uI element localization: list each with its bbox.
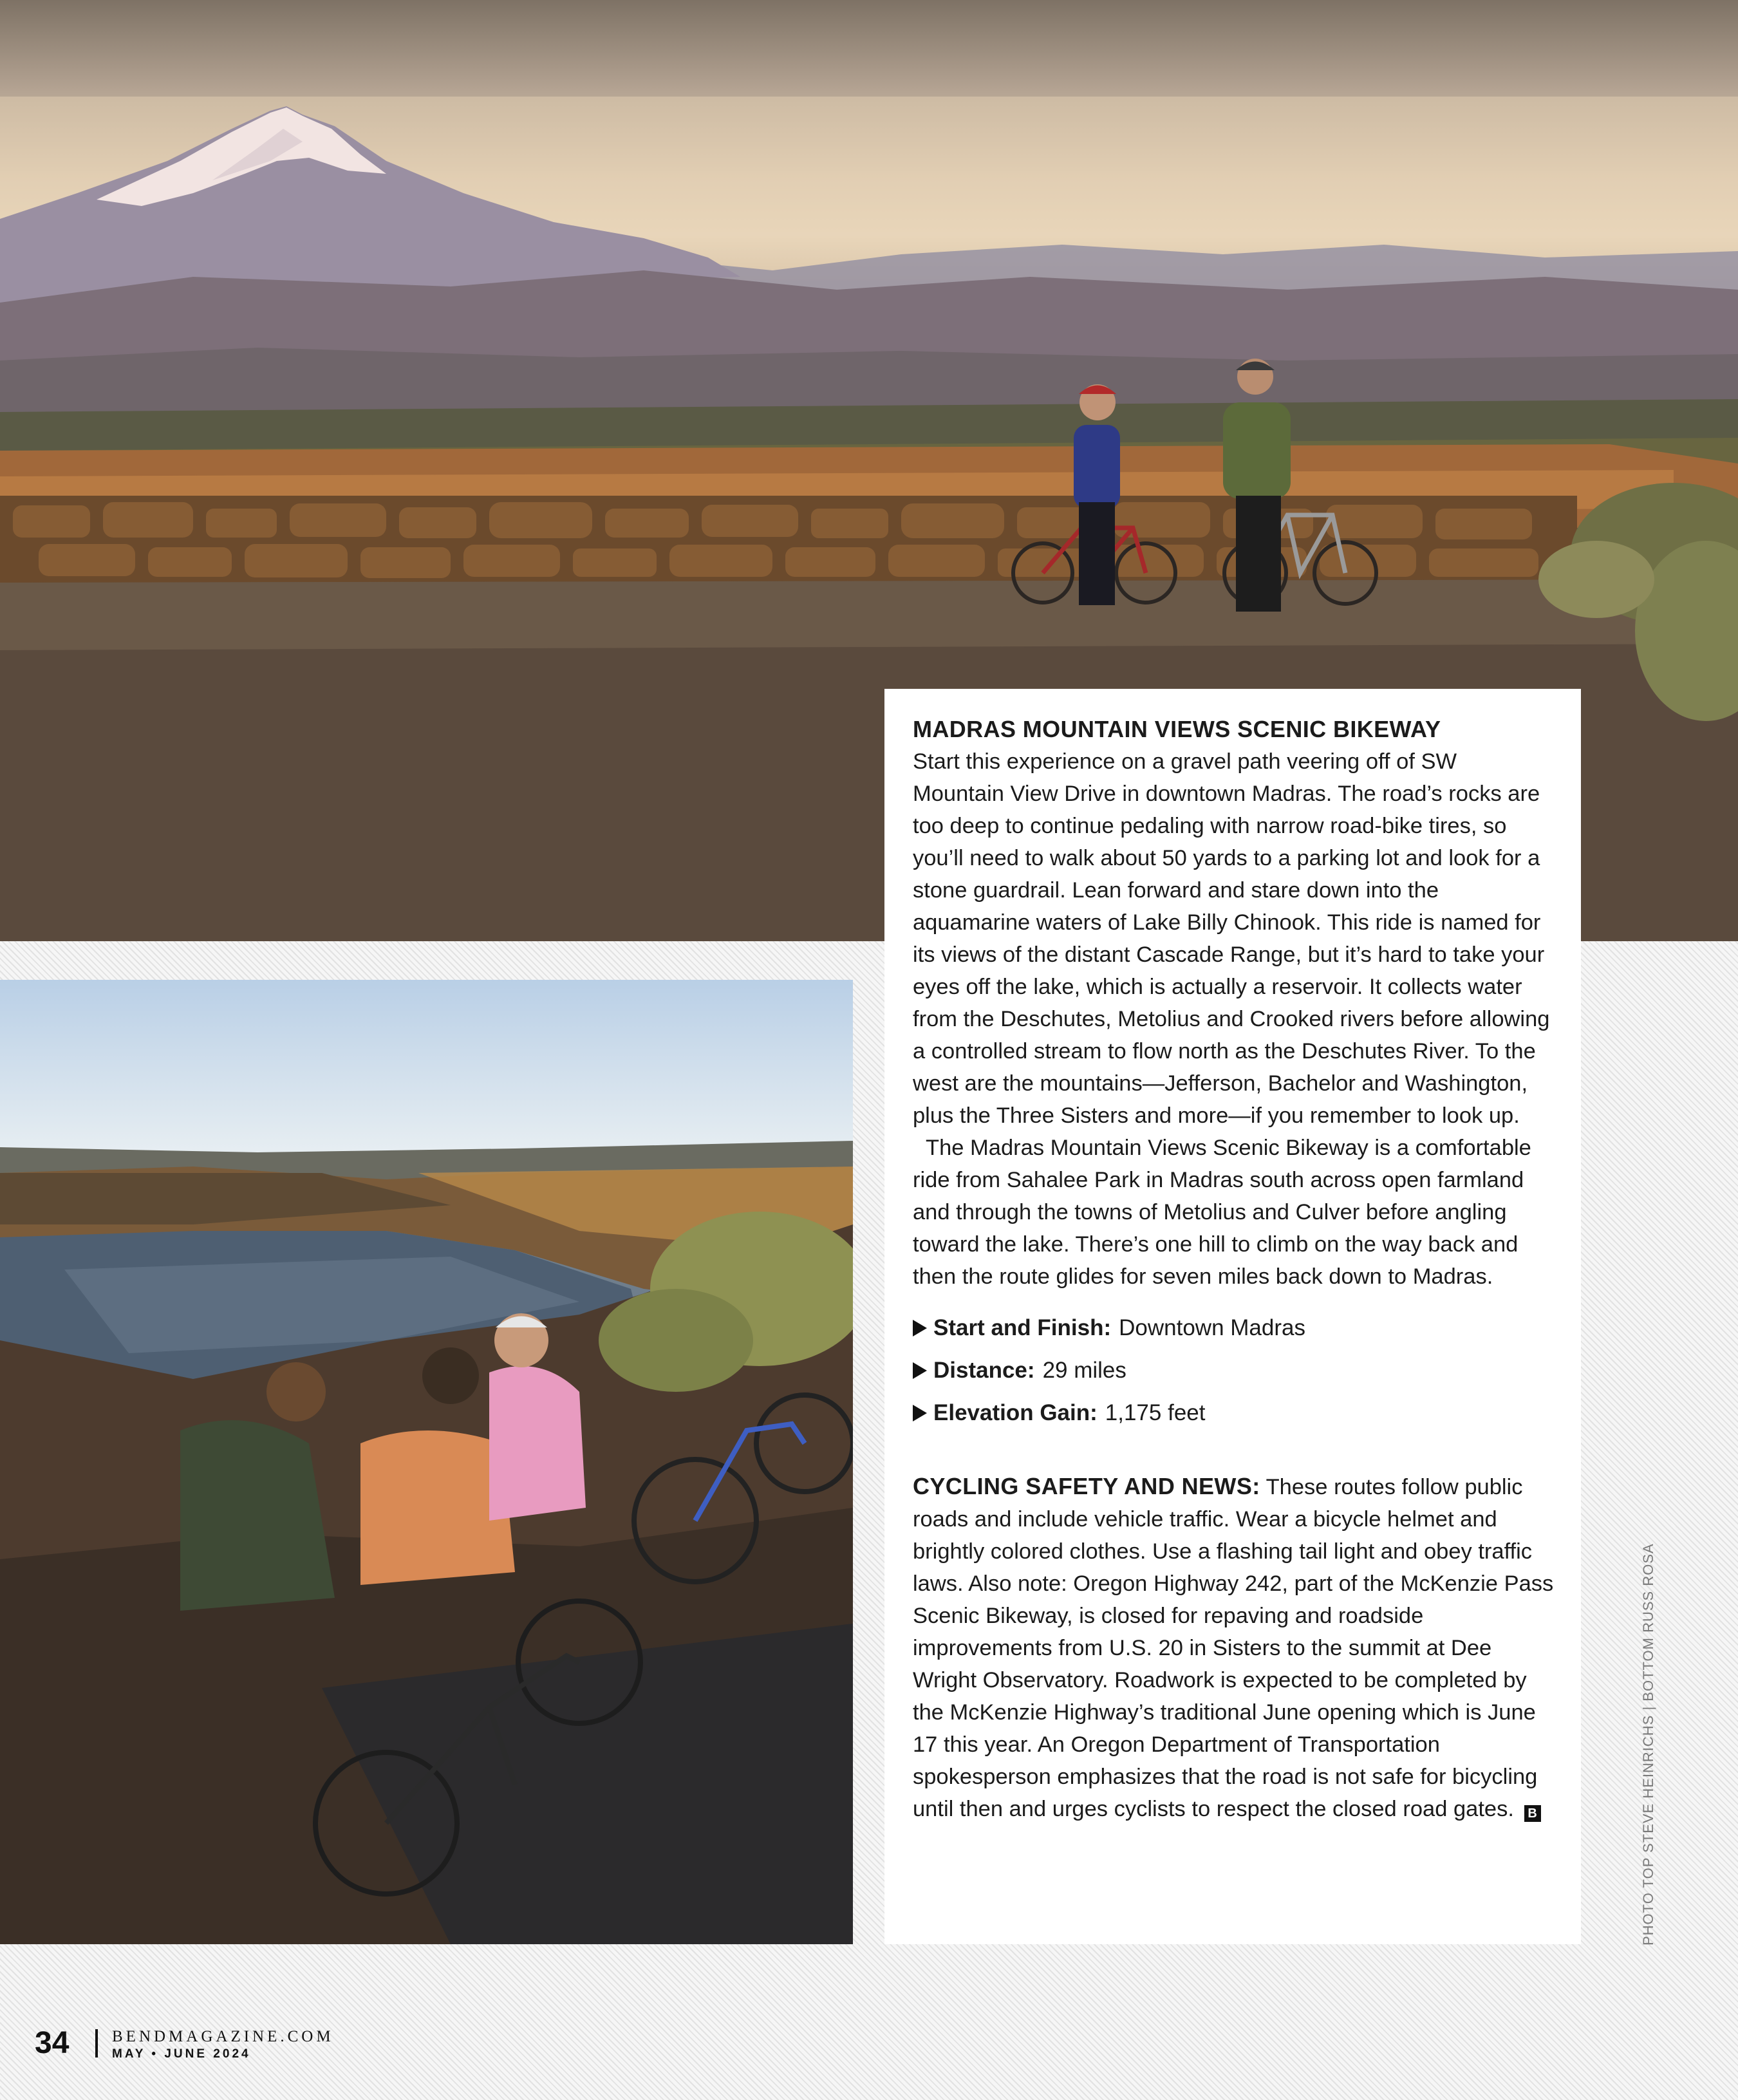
lake-billy-chinook-photo bbox=[0, 980, 853, 1944]
fact-value: 1,175 feet bbox=[1105, 1400, 1206, 1425]
folio-divider bbox=[95, 2029, 98, 2058]
article-paragraph-1: Start this experience on a gravel path veering off of SW Mountain View Drive in downtown Madras. The road’s rocks are too deep to continue pedaling with narrow road-bike tires, so you’ll need to walk about 50 yards to a parking lot and look for a stone guardrail. Lean forward and stare down into the aquamarine waters of Lake Billy Chinook. This ride is named for its views of the distant Cascade Range, but it’s hard to take your eyes off the lake, which is actually a reservoir. It collects water from the Deschutes, Metolius and Crooked rivers before allowing a controlled stream to flow north as the Deschutes River. To the west are the mountains—Jefferson, Bachelor and Washington, plus the Three Sisters and more—if you remember to look up. bbox=[913, 749, 1550, 1128]
fact-start-finish bbox=[913, 1312, 1554, 1355]
fact-label: Start and Finish: bbox=[933, 1315, 1112, 1340]
safety-heading: CYCLING SAFETY AND NEWS: bbox=[913, 1473, 1260, 1499]
article-text-panel bbox=[884, 689, 1581, 1944]
route-facts-list bbox=[913, 1312, 1554, 1439]
fact-distance bbox=[913, 1355, 1554, 1397]
triangle-bullet-icon bbox=[913, 1320, 927, 1336]
triangle-bullet-icon bbox=[913, 1362, 927, 1379]
end-mark-icon: B bbox=[1524, 1805, 1541, 1822]
fact-elevation-gain bbox=[913, 1397, 1554, 1439]
cycling-safety-section bbox=[913, 1470, 1554, 1825]
fact-value: Downtown Madras bbox=[1119, 1315, 1305, 1340]
lake-photo-illustration bbox=[0, 980, 853, 1944]
article-paragraph-2: The Madras Mountain Views Scenic Bikeway is a comfortable ride from Sahalee Park in Madras south across open farmland and through the towns of Metolius and Culver before angling toward the lake. There’s one hill to climb on the way back and then the route glides for seven miles back down to Madras. bbox=[913, 1136, 1531, 1289]
article-heading: MADRAS MOUNTAIN VIEWS SCENIC BIKEWAY bbox=[913, 716, 1441, 742]
issue-date: MAY • JUNE 2024 bbox=[112, 2047, 251, 2061]
photo-credit: PHOTO TOP STEVE HEINRICHS | BOTTOM RUSS ROSA bbox=[1640, 1543, 1656, 1945]
fact-value: 29 miles bbox=[1042, 1358, 1126, 1383]
safety-text: These routes follow public roads and include vehicle traffic. Wear a bicycle helmet and brightly colored clothes. Use a flashing tail light and obey traffic laws. Also note: Oregon Highway 242, part of the McKenzie Pass Scenic Bikeway, is closed for repaving and roadside improvements from U.S. 20 in Sisters to the summit at Dee Wright Observatory. Roadwork is expected to be completed by the McKenzie Highway’s traditional June opening which is June 17 this year. An Oregon Department of Transportation spokesperson emphasizes that the road is not safe for bicycling until then and urges cyclists to respect the closed road gates. bbox=[913, 1475, 1554, 1821]
magazine-website: BENDMAGAZINE.COM bbox=[112, 2028, 334, 2045]
fact-label: Distance: bbox=[933, 1358, 1035, 1383]
triangle-bullet-icon bbox=[913, 1405, 927, 1421]
fact-label: Elevation Gain: bbox=[933, 1400, 1098, 1425]
page-number: 34 bbox=[35, 2026, 70, 2060]
